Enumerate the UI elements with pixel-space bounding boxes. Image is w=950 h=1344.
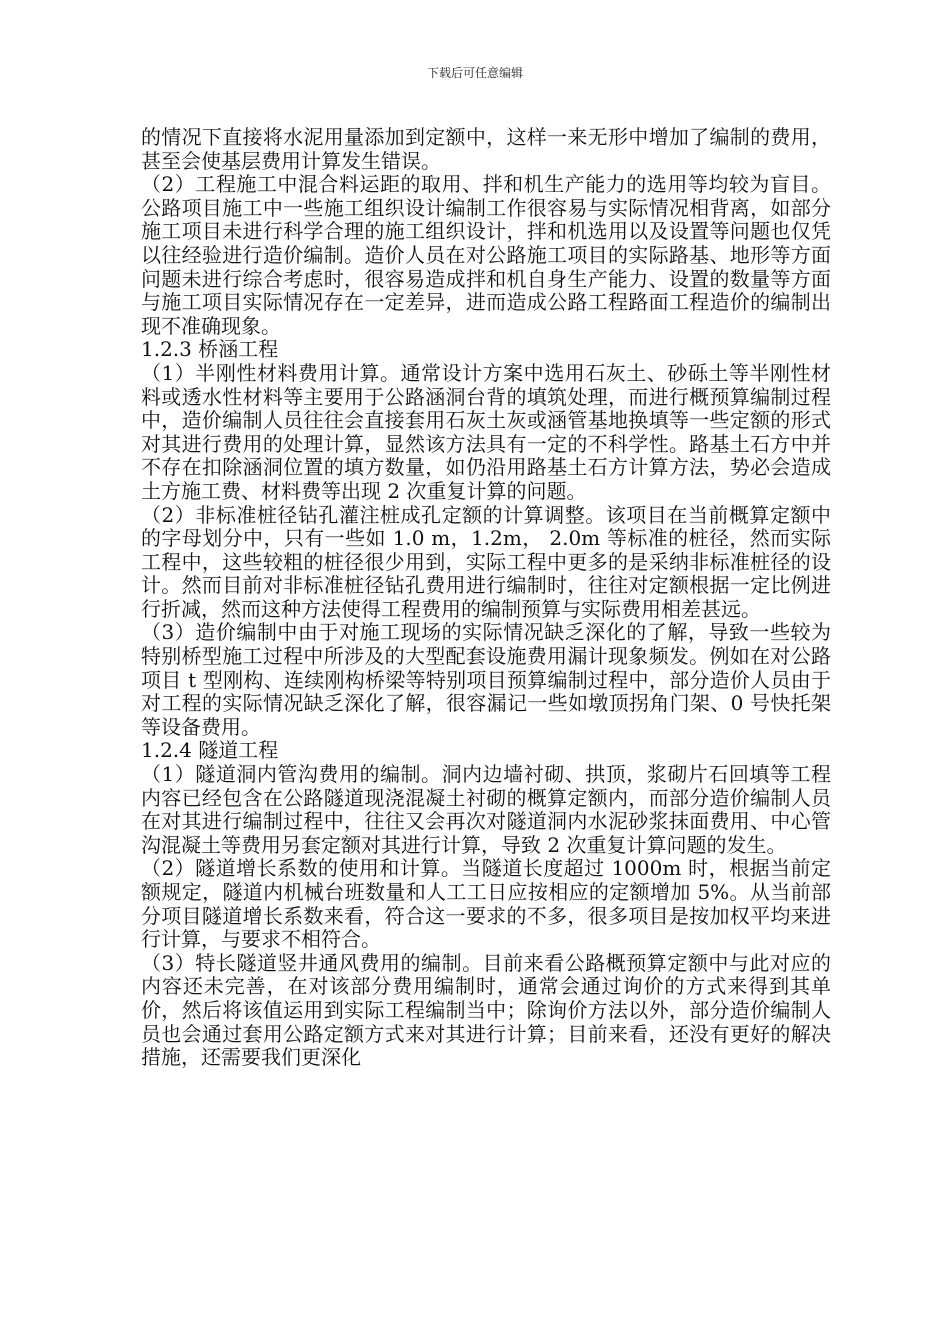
document-body: [141, 126, 831, 1070]
paragraph: （2）非标准桩径钻孔灌注桩成孔定额的计算调整。该项目在当前概算定额中的字母划分中，只有一些如 1.0 m，1.2m， 2.0m 等标准的桩径，然而实际工程中，这些较粗的桩径很少用到，实际工程中更多的是采纳非标准桩径的设计。然而目前对非标准桩径钻孔费用进行编制时，往往对定额根据一定比例进行折减，然而这种方法使得工程费用的编制预算与实际费用相差甚远。: [141, 502, 831, 621]
paragraph: （3）特长隧道竖井通风费用的编制。目前来看公路概预算定额中与此对应的内容还未完善，在对该部分费用编制时，通常会通过询价的方式来得到其单价，然后将该值运用到实际工程编制当中；除询价方法以外，部分造价编制人员也会通过套用公路定额方式来对其进行计算；目前来看，还没有更好的解决措施，还需要我们更深化: [141, 950, 831, 1070]
paragraph: （1）半刚性材料费用计算。通常设计方案中选用石灰土、砂砾土等半刚性材料或透水性材料等主要用于公路涵洞台背的填筑处理，而进行概预算编制过程中，造价编制人员往往会直接套用石灰土灰或涵管基地换填等一些定额的形式对其进行费用的处理计算，显然该方法具有一定的不科学性。路基土石方中并不存在扣除涵洞位置的填方数量，如仍沿用路基土石方计算方法，势必会造成土方施工费、材料费等出现 2 次重复计算的问题。: [141, 360, 831, 503]
section-heading: 1.2.3 桥涵工程: [141, 337, 279, 362]
paragraph: （3）造价编制中由于对施工现场的实际情况缺乏深化的了解，导致一些较为特别桥型施工过程中所涉及的大型配套设施费用漏计现象频发。例如在对公路项目 t 型刚构、连续刚构桥梁等特别项目预算编制过程中，部分造价人员由于对工程的实际情况缺乏深化了解，很容漏记一些如墩顶拐角门架、0 号快托架等设备费用。: [141, 620, 831, 739]
paragraph: （2）隧道增长系数的使用和计算。当隧道长度超过 1000m 时，根据当前定额规定，隧道内机械台班数量和人工工日应按相应的定额增加 5%。从当前部分项目隧道增长系数来看，符合这一要求的不多，很多项目是按加权平均来进行计算，与要求不相符合。: [141, 856, 831, 952]
section-heading: 1.2.4 隧道工程: [141, 738, 279, 763]
paragraph: （2）工程施工中混合料运距的取用、拌和机生产能力的选用等均较为盲目。公路项目施工中一些施工组织设计编制工作很容易与实际情况相背离，如部分施工项目未进行科学合理的施工组织设计，拌和机选用以及设置等问题也仅凭以往经验进行造价编制。造价人员在对公路施工项目的实际路基、地形等方面问题未进行综合考虑时，很容易造成拌和机自身生产能力、设置的数量等方面与施工项目实际情况存在一定差异，进而造成公路工程路面工程造价的编制出现不准确现象。: [141, 172, 831, 338]
paragraph: （1）隧道洞内管沟费用的编制。洞内边墙衬砌、拱顶，浆砌片石回填等工程内容已经包含在公路隧道现浇混凝土衬砌的概算定额内，而部分造价编制人员在对其进行编制过程中，往往又会再次对隧道洞内水泥砂浆抹面费用、中心管沟混凝土等费用另套定额对其进行计算，导致 2 次重复计算问题的发生。: [141, 762, 831, 857]
paragraph: 的情况下直接将水泥用量添加到定额中，这样一来无形中增加了编制的费用，甚至会使基层费用计算发生错误。: [141, 125, 831, 173]
page-header: 下载后可任意编辑: [426, 66, 523, 80]
